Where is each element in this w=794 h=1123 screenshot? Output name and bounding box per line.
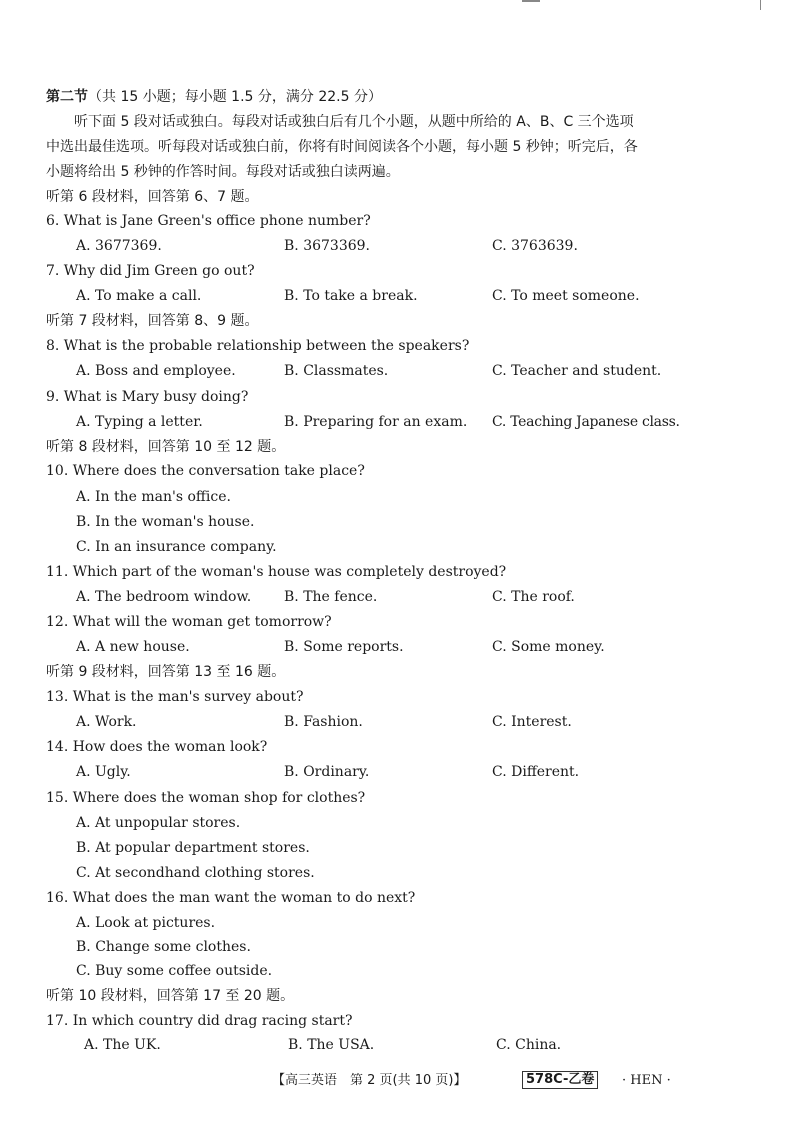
question-stem: 15. Where does the woman shop for clothes? [46,790,366,806]
option-a: A. Typing a letter. [76,414,203,430]
footer-paper-code: 578C-乙卷 [522,1071,598,1089]
group-header: 听第 8 段材料，回答第 10 至 12 题。 [46,439,286,455]
option-a: A. To make a call. [76,288,202,304]
question-stem: 9. What is Mary busy doing? [46,389,249,405]
group-header: 听第 6 段材料，回答第 6、7 题。 [46,189,259,205]
section-header [46,88,382,106]
option-c: C. China. [496,1037,562,1053]
option-b: B. At popular department stores. [76,840,310,856]
option-c: C. Teaching Japanese class. [492,414,680,430]
option-b: B. 3673369. [284,238,370,254]
option-b: B. The USA. [288,1037,375,1053]
question-stem: 14. How does the woman look? [46,739,268,755]
option-c: C. In an insurance company. [76,539,277,555]
question-stem: 12. What will the woman get tomorrow? [46,614,332,630]
option-c: C. Interest. [492,714,572,730]
question-stem: 16. What does the man want the woman to do next? [46,890,416,906]
instruction-line: 听下面 5 段对话或独白。每段对话或独白后有几个小题，从题中所给的 A、B、C 三个选项 [74,114,634,130]
question-stem: 7. Why did Jim Green go out? [46,263,255,279]
group-header: 听第 10 段材料，回答第 17 至 20 题。 [46,988,295,1004]
option-c: C. Some money. [492,639,605,655]
option-c: C. Buy some coffee outside. [76,963,273,979]
option-b: B. Change some clothes. [76,939,251,955]
scan-mark [760,0,761,10]
option-b: B. The fence. [284,589,378,605]
option-b: B. Preparing for an exam. [284,414,468,430]
instruction-line: 小题将给出 5 秒钟的作答时间。每段对话或独白读两遍。 [46,164,400,180]
option-c: C. To meet someone. [492,288,640,304]
option-a: A. Boss and employee. [76,363,236,379]
option-b: B. In the woman's house. [76,514,255,530]
option-b: B. Ordinary. [284,764,370,780]
option-a: A. At unpopular stores. [76,815,241,831]
option-b: B. Classmates. [284,363,389,379]
option-a: A. In the man's office. [76,489,231,505]
question-stem: 11. Which part of the woman's house was completely destroyed? [46,564,507,580]
option-c: C. At secondhand clothing stores. [76,865,315,881]
question-stem: 6. What is Jane Green's office phone number? [46,213,371,229]
option-a: A. The UK. [84,1037,161,1053]
option-a: A. Work. [76,714,137,730]
option-c: C. The roof. [492,589,575,605]
option-a: A. 3677369. [76,238,162,254]
option-c: C. 3763639. [492,238,578,254]
option-c: C. Different. [492,764,580,780]
question-stem: 8. What is the probable relationship between the speakers? [46,338,470,354]
option-b: B. Some reports. [284,639,404,655]
option-a: A. The bedroom window. [76,589,252,605]
group-header: 听第 7 段材料，回答第 8、9 题。 [46,313,259,329]
question-stem: 17. In which country did drag racing start? [46,1013,353,1029]
option-a: A. Look at pictures. [76,915,216,931]
question-stem: 13. What is the man's survey about? [46,689,304,705]
option-c: C. Teacher and student. [492,363,662,379]
section-scoring: （共 15 小题；每小题 1.5 分，满分 22.5 分） [88,89,382,105]
footer-page-info: 【高三英语 第 2 页(共 10 页)】 [272,1073,467,1088]
section-title: 第二节 [46,89,88,105]
option-a: A. Ugly. [76,764,131,780]
option-b: B. Fashion. [284,714,363,730]
instruction-line: 中选出最佳选项。听每段对话或独白前，你将有时间阅读各个小题，每小题 5 秒钟；听完后，各 [46,139,638,155]
option-b: B. To take a break. [284,288,418,304]
footer-region: · HEN · [622,1073,671,1088]
option-a: A. A new house. [76,639,190,655]
group-header: 听第 9 段材料，回答第 13 至 16 题。 [46,664,286,680]
question-stem: 10. Where does the conversation take place? [46,463,365,479]
scan-mark [522,0,540,2]
